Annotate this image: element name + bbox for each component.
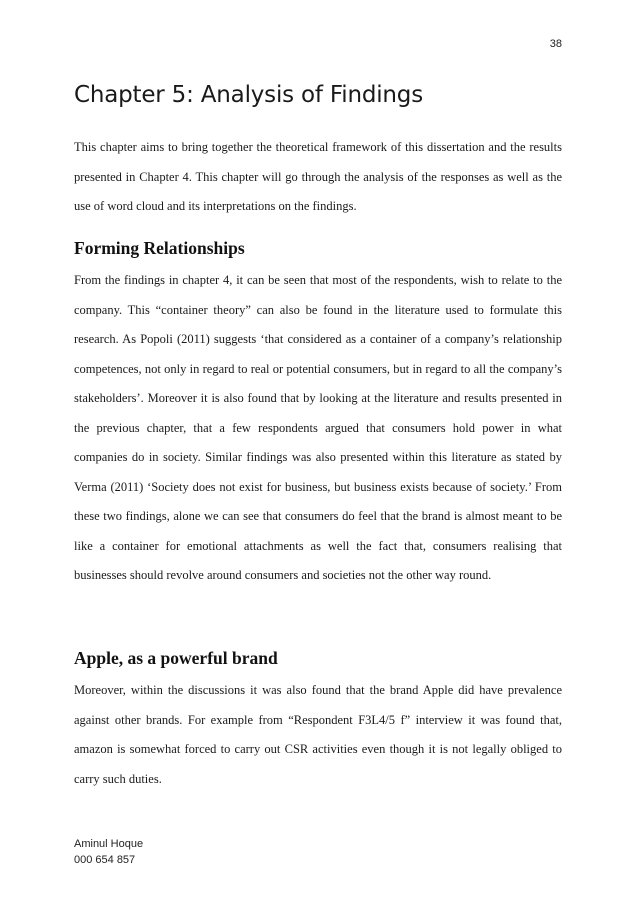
section-heading-apple-powerful-brand: Apple, as a powerful brand — [74, 648, 278, 668]
intro-paragraph: This chapter aims to bring together the theoretical framework of this dissertation and the results presented in Chapter 4. This chapter will go through the analysis of the responses as well as the use of word cloud and its interpretations on the findings. — [74, 140, 562, 213]
footer-student-id: 000 654 857 — [74, 854, 136, 866]
forming-relationships-paragraph: From the findings in chapter 4, it can be seen that most of the respondents, wish to relate to the company. This “container theory” can also be found in the literature used to formulate this research. As Popoli (2011) suggests ‘that considered as a container of a company’s relationship competences, not only in regard to real or potential consumers, but in regard to all the company’s stakeholders’. Moreover it is also found that by looking at the literature and results presented in the previous chapter, that a few respondents argued that consumers hold power in what companies do in society. Similar findings was also presented within this literature as stated by Verma (2011) ‘Society does not exist for business, but business exists because of society.’ From these two findings, alone we can see that consumers do feel that the brand is almost meant to be like a container for emotional attachments as well the fact that, consumers realising that businesses should revolve around consumers and societies not the other way round. — [74, 273, 562, 582]
page-number: 38 — [549, 38, 562, 50]
apple-brand-paragraph: Moreover, within the discussions it was also found that the brand Apple did have prevalence against other brands. For example from “Respondent F3L4/5 f” interview it was found that, amazon is somewhat forced to carry out CSR activities even though it is not legally obliged to carry such duties. — [74, 683, 562, 786]
chapter-title: Chapter 5: Analysis of Findings — [74, 82, 423, 108]
footer-author: Aminul Hoque — [74, 838, 144, 850]
section-heading-forming-relationships: Forming Relationships — [74, 238, 245, 258]
page-footer — [74, 836, 143, 868]
